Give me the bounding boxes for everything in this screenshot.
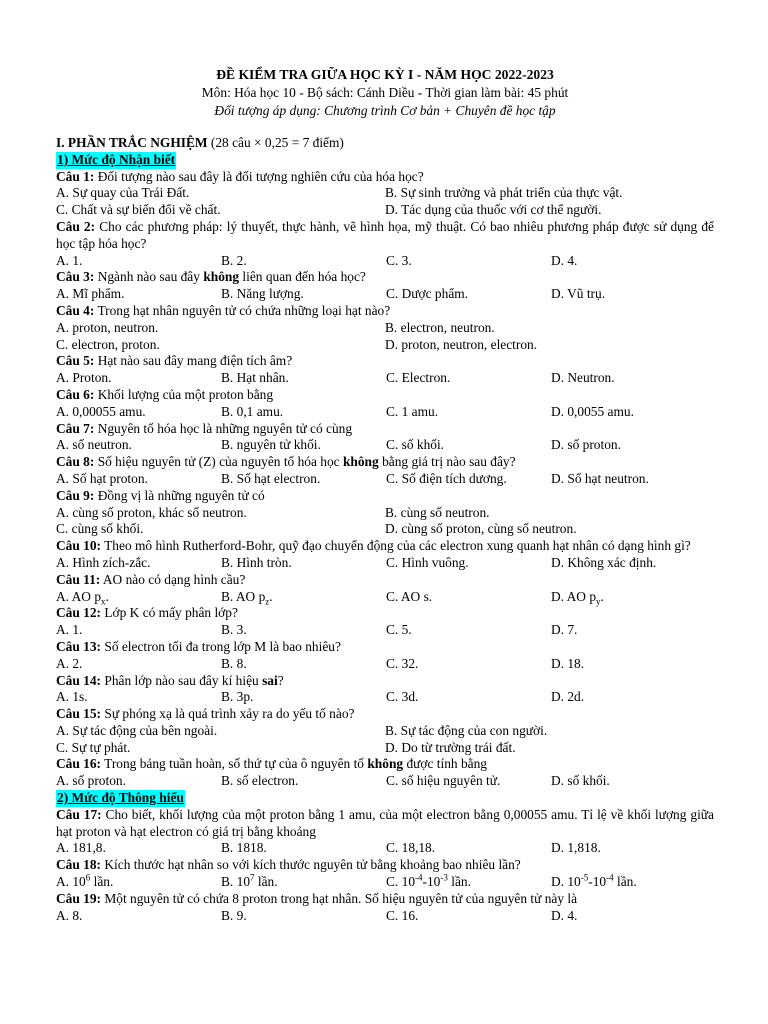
option-d: D. Không xác định. (551, 554, 657, 570)
option-d: D. $10^{-5}-10^{-4}$ lần. (551, 872, 637, 890)
answer-row (56, 840, 714, 857)
option-b: B. 1818. (221, 840, 267, 856)
answer-row (56, 874, 714, 891)
answer-row (56, 773, 714, 790)
option-a: A. 1. (56, 252, 83, 268)
question-text: Trong bảng tuần hoàn, số thứ tự của ô nguyên tố (104, 756, 364, 772)
option-c: C. 18,18. (386, 840, 436, 856)
option-b: B. 3p. (221, 689, 254, 705)
level-heading-1: 1) Mức độ Nhận biết (57, 151, 176, 167)
question-18 (56, 857, 714, 874)
answer-row (56, 202, 714, 219)
question-11 (56, 572, 714, 589)
question-text: AO nào có dạng hình cầu? (102, 571, 246, 587)
option-b: B. 2. (221, 252, 247, 268)
option-d: D. Số hạt neutron. (551, 470, 649, 486)
option-b: B. Năng lượng. (221, 286, 304, 302)
option-a: A. số neutron. (56, 437, 132, 453)
option-c: C. Electron. (386, 370, 451, 386)
option-c: C. số hiệu nguyên tử. (386, 773, 501, 789)
answer-row (56, 505, 714, 522)
question-text: bằng giá trị nào sau đây? (382, 454, 516, 470)
question-label: Câu 17: (56, 806, 102, 822)
option-d: D. Vũ trụ. (551, 286, 606, 302)
option-b: B. Số hạt electron. (221, 470, 321, 486)
option-a: A. AO $p_x$. (56, 588, 109, 607)
question-6 (56, 387, 714, 404)
option-a: A. Mĩ phẩm. (56, 286, 125, 302)
option-b: B. 9. (221, 907, 247, 923)
question-text: Số electron tối đa trong lớp M là bao nhiêu? (104, 638, 341, 654)
answer-row (56, 185, 714, 202)
option-d: D. 0,0055 amu. (551, 403, 634, 419)
level-heading-2: 2) Mức độ Thông hiểu (57, 790, 184, 806)
option-d: D. cùng số proton, cùng số neutron. (385, 521, 577, 537)
option-b: B. cùng số neutron. (385, 504, 490, 520)
answer-row (56, 555, 714, 572)
answer-row (56, 589, 714, 606)
option-c: C. Số điện tích dương. (386, 470, 507, 486)
question-text: Nguyên tố hóa học là những nguyên tử có cùng (97, 420, 353, 436)
option-c: C. số khối. (386, 437, 445, 453)
question-16 (56, 756, 714, 773)
option-c: C. 1 amu. (386, 403, 439, 419)
option-a: A. proton, neutron. (56, 319, 159, 335)
question-label: Câu 16: (56, 756, 102, 772)
question-label: Câu 12: (56, 605, 102, 621)
question-14 (56, 673, 714, 690)
option-c: C. 3. (386, 252, 412, 268)
section-heading (56, 135, 714, 152)
question-text: Phân lớp nào sau đây kí hiệu (104, 672, 259, 688)
option-c: C. 5. (386, 622, 412, 638)
option-c: C. Chất và sự biến đổi về chất. (56, 202, 221, 218)
option-d: D. Neutron. (551, 370, 615, 386)
question-label: Câu 18: (56, 857, 102, 873)
question-text: Một nguyên tử có chứa 8 proton trong hạt nhân. Số hiệu nguyên tử của nguyên tử này là (104, 890, 578, 906)
option-a: A. 2. (56, 655, 83, 671)
option-b: B. Hạt nhân. (221, 370, 289, 386)
answer-row (56, 656, 714, 673)
option-d: D. 2d. (551, 689, 585, 705)
question-13 (56, 639, 714, 656)
option-b: B. Hình tròn. (221, 554, 292, 570)
question-text: Đối tượng nào sau đây là đối tượng nghiên cứu của hóa học? (97, 168, 424, 184)
answer-row (56, 337, 714, 354)
option-a: A. cùng số proton, khác số neutron. (56, 504, 247, 520)
option-c: C. Dược phẩm. (386, 286, 469, 302)
option-b: B. 0,1 amu. (221, 403, 284, 419)
option-d: D. Tác dụng của thuốc với cơ thể người. (385, 202, 602, 218)
answer-row (56, 689, 714, 706)
option-a: A. số proton. (56, 773, 126, 789)
question-emphasis: không (367, 756, 404, 772)
question-text: Cho biết, khối lượng của một proton bằng 1 amu, của một electron bằng 0,00055 amu. Tỉ lệ về khối lượng giữa hạt proton và hạt electron có giá trị bằng khoảng (56, 806, 714, 839)
question-text: được tính bằng (406, 756, 487, 772)
question-19 (56, 891, 714, 908)
option-d: D. 1,818. (551, 840, 601, 856)
question-5 (56, 353, 714, 370)
option-d: D. Do từ trường trái đất. (385, 739, 516, 755)
question-label: Câu 13: (56, 638, 102, 654)
option-b: B. nguyên tử khối. (221, 437, 321, 453)
option-d: D. số proton. (551, 437, 621, 453)
question-label: Câu 19: (56, 890, 102, 906)
option-c: C. AO s. (386, 588, 433, 604)
question-text: Cho các phương pháp: lý thuyết, thực hành, vẽ hình họa, mỹ thuật. Có bao nhiêu phương pháp được sử dụng để học tập hóa học? (56, 218, 714, 251)
answer-row (56, 437, 714, 454)
question-3 (56, 269, 714, 286)
question-emphasis: không (203, 269, 240, 285)
answer-row (56, 286, 714, 303)
option-a: A. Số hạt proton. (56, 470, 148, 486)
question-label: Câu 10: (56, 538, 102, 554)
option-d: D. số khối. (551, 773, 610, 789)
answer-row (56, 404, 714, 421)
option-b: B. 3. (221, 622, 247, 638)
question-label: Câu 11: (56, 571, 101, 587)
option-d: D. 18. (551, 655, 585, 671)
question-label: Câu 2: (56, 218, 96, 234)
question-text: Trong hạt nhân nguyên tử có chứa những loại hạt nào? (97, 302, 391, 318)
exam-target: Đối tượng áp dụng: Chương trình Cơ bản + Chuyên đề học tập (214, 103, 556, 118)
answer-row (56, 320, 714, 337)
question-text: Khối lượng của một proton bằng (97, 386, 274, 402)
question-1 (56, 169, 714, 186)
exam-subject: Môn: Hóa học 10 - Bộ sách: Cánh Diều - Thời gian làm bài: 45 phút (201, 85, 569, 100)
question-label: Câu 1: (56, 168, 95, 184)
option-b: B. $10^7$ lần. (221, 872, 278, 890)
answer-row (56, 253, 714, 270)
option-b: B. Sự sinh trưởng và phát triển của thực vật. (385, 185, 623, 201)
option-c: C. Sự tự phát. (56, 739, 131, 755)
option-a: A. Sự tác động của bên ngoài. (56, 722, 218, 738)
answer-row (56, 622, 714, 639)
option-a: A. 181,8. (56, 840, 106, 856)
question-15 (56, 706, 714, 723)
option-c: C. 3d. (386, 689, 419, 705)
answer-row (56, 723, 714, 740)
question-4 (56, 303, 714, 320)
option-b: B. electron, neutron. (385, 319, 495, 335)
answer-row (56, 370, 714, 387)
question-label: Câu 5: (56, 353, 95, 369)
option-c: C. Hình vuông. (386, 554, 469, 570)
option-a: A. $10^6$ lần. (56, 872, 114, 890)
question-text: Đồng vị là những nguyên tử có (97, 487, 265, 503)
section-title: I. PHẦN TRẮC NGHIỆM (56, 135, 208, 150)
option-d: D. AO $p_y$. (551, 588, 604, 607)
option-b: B. 8. (221, 655, 247, 671)
option-a: A. Sự quay của Trái Đất. (56, 185, 190, 201)
option-a: A. Proton. (56, 370, 112, 386)
exam-header (56, 66, 714, 120)
question-emphasis: sai (262, 672, 278, 688)
question-emphasis: không (342, 454, 379, 470)
option-d: D. proton, neutron, electron. (385, 336, 538, 352)
question-2 (56, 219, 714, 253)
option-b: B. số electron. (221, 773, 299, 789)
answer-row (56, 740, 714, 757)
question-9 (56, 488, 714, 505)
exam-title: ĐỀ KIỂM TRA GIỮA HỌC KỲ I - NĂM HỌC 2022-2023 (216, 67, 554, 82)
question-text: Ngành nào sau đây (97, 269, 200, 285)
option-c: C. cùng số khối. (56, 521, 144, 537)
question-label: Câu 9: (56, 487, 95, 503)
option-a: A. Hình zích-zắc. (56, 554, 151, 570)
question-7 (56, 421, 714, 438)
question-text: Kích thước hạt nhân so với kích thước nguyên tử bằng khoảng bao nhiêu lần? (104, 857, 521, 873)
option-b: B. Sự tác động của con người. (385, 722, 548, 738)
question-text: Sự phóng xạ là quá trình xảy ra do yếu tố nào? (104, 706, 355, 722)
option-c: C. $10^{-4}-10^{-3}$ lần. (386, 872, 471, 890)
question-text: Lớp K có mấy phân lớp? (104, 605, 238, 621)
question-label: Câu 6: (56, 386, 95, 402)
option-c: C. electron, proton. (56, 336, 160, 352)
option-a: A. 0,00055 amu. (56, 403, 146, 419)
question-text: Số hiệu nguyên tử (Z) của nguyên tố hóa học (97, 454, 340, 470)
question-10 (56, 538, 714, 555)
option-a: A. 1s. (56, 689, 88, 705)
question-label: Câu 7: (56, 420, 95, 436)
question-17 (56, 807, 714, 841)
question-label: Câu 8: (56, 454, 95, 470)
question-label: Câu 3: (56, 269, 95, 285)
option-a: A. 1. (56, 622, 83, 638)
option-d: D. 4. (551, 252, 578, 268)
option-d: D. 4. (551, 907, 578, 923)
answer-row (56, 471, 714, 488)
option-b: B. AO $p_z$. (221, 588, 273, 607)
option-a: A. 8. (56, 907, 83, 923)
question-label: Câu 14: (56, 672, 102, 688)
option-c: C. 16. (386, 907, 419, 923)
question-text: ? (277, 672, 284, 688)
question-label: Câu 15: (56, 706, 102, 722)
question-12 (56, 605, 714, 622)
question-text: Theo mô hình Rutherford-Bohr, quỹ đạo chuyển động của các electron xung quanh hạt nhân có dạng hình gì? (104, 538, 691, 554)
answer-row (56, 521, 714, 538)
question-text: Hạt nào sau đây mang điện tích âm? (97, 353, 293, 369)
question-text: liên quan đến hóa học? (242, 269, 366, 285)
option-c: C. 32. (386, 655, 419, 671)
option-d: D. 7. (551, 622, 578, 638)
answer-row (56, 908, 714, 925)
question-label: Câu 4: (56, 302, 95, 318)
section-note: (28 câu × 0,25 = 7 điểm) (210, 135, 344, 150)
question-8 (56, 454, 714, 471)
